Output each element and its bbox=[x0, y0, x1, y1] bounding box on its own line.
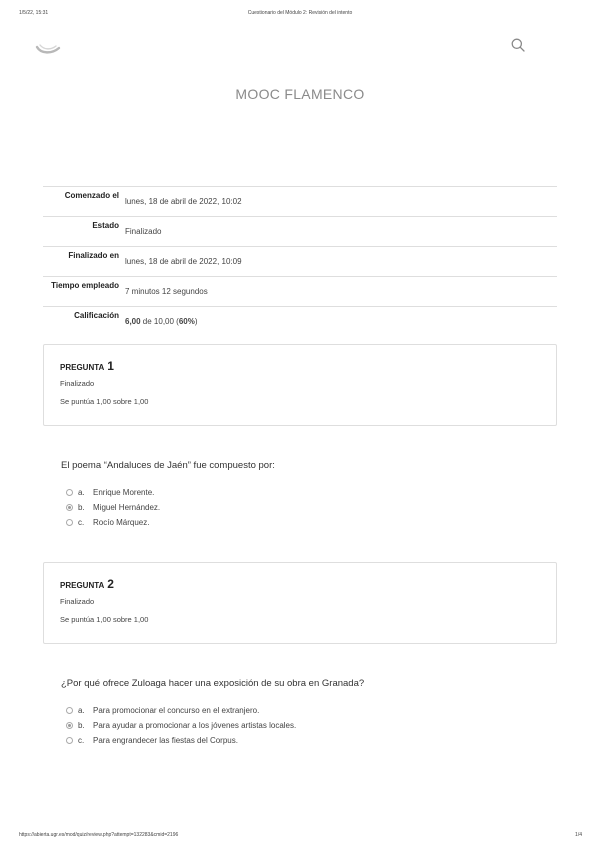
summary-value: lunes, 18 de abril de 2022, 10:02 bbox=[125, 197, 242, 206]
radio-checked[interactable] bbox=[66, 504, 73, 511]
summary-label: Comenzado el bbox=[64, 191, 119, 200]
answer-text: Para promocionar el concurso en el extranjero. bbox=[93, 706, 260, 715]
answer-option bbox=[66, 500, 526, 515]
answer-text: Miguel Hernández. bbox=[93, 503, 161, 512]
answer-letter: b. bbox=[78, 503, 85, 512]
question-number bbox=[60, 359, 114, 373]
summary-row-state bbox=[43, 217, 557, 247]
answer-letter: a. bbox=[78, 488, 85, 497]
answer-letter: c. bbox=[78, 736, 85, 745]
question-1-answers bbox=[66, 485, 526, 530]
grade-of-text: de 10,00 ( bbox=[140, 317, 179, 326]
summary-label: Tiempo empleado bbox=[51, 281, 119, 290]
print-page-number: 1/4 bbox=[575, 832, 582, 838]
question-number-value: 2 bbox=[107, 577, 114, 591]
summary-value bbox=[125, 307, 557, 337]
answer-text: Rocío Márquez. bbox=[93, 518, 150, 527]
answer-text: Para engrandecer las fiestas del Corpus. bbox=[93, 736, 238, 745]
summary-row-grade bbox=[43, 307, 557, 337]
grade-close: ) bbox=[194, 317, 198, 326]
answer-option bbox=[66, 718, 526, 733]
answer-letter: b. bbox=[78, 721, 85, 730]
question-number-value: 1 bbox=[107, 359, 114, 373]
print-datetime: 1/5/22, 15:31 bbox=[19, 10, 49, 16]
summary-label: Calificación bbox=[74, 311, 119, 320]
radio-unchecked[interactable] bbox=[66, 737, 73, 744]
grade-percent: 60% bbox=[178, 317, 195, 326]
question-word: PREGUNTA bbox=[60, 581, 105, 590]
answer-option bbox=[66, 485, 526, 500]
question-1-info bbox=[43, 344, 557, 426]
print-url[interactable]: https://abierta.ugr.es/mod/quiz/review.php?attempt=132283&cmid=2196 bbox=[19, 832, 179, 838]
summary-label: Estado bbox=[92, 221, 119, 230]
summary-row-started bbox=[43, 187, 557, 217]
radio-unchecked[interactable] bbox=[66, 489, 73, 496]
summary-value: Finalizado bbox=[125, 227, 162, 236]
question-grade: Se puntúa 1,00 sobre 1,00 bbox=[60, 397, 149, 406]
question-2-text: ¿Por qué ofrece Zuloaga hacer una exposición de su obra en Granada? bbox=[61, 678, 365, 689]
summary-value: 7 minutos 12 segundos bbox=[125, 287, 208, 296]
summary-value: lunes, 18 de abril de 2022, 10:09 bbox=[125, 257, 242, 266]
answer-option bbox=[66, 515, 526, 530]
grade-score: 6,00 bbox=[125, 317, 141, 326]
question-state: Finalizado bbox=[60, 379, 95, 388]
summary-label: Finalizado en bbox=[68, 251, 119, 260]
answer-option bbox=[66, 703, 526, 718]
attempt-summary-table bbox=[43, 186, 557, 337]
answer-letter: c. bbox=[78, 518, 85, 527]
radio-unchecked[interactable] bbox=[66, 519, 73, 526]
radio-unchecked[interactable] bbox=[66, 707, 73, 714]
question-word: PREGUNTA bbox=[60, 363, 105, 372]
summary-row-time-taken bbox=[43, 277, 557, 307]
print-doc-title: Cuestionario del Módulo 2: Revisión del intento bbox=[247, 10, 353, 16]
search-icon[interactable] bbox=[511, 38, 525, 52]
answer-letter: a. bbox=[78, 706, 85, 715]
answer-option bbox=[66, 733, 526, 748]
summary-row-finished bbox=[43, 247, 557, 277]
radio-checked[interactable] bbox=[66, 722, 73, 729]
answer-text: Para ayudar a promocionar a los jóvenes artistas locales. bbox=[93, 721, 297, 730]
site-logo-icon[interactable] bbox=[34, 38, 62, 56]
site-title[interactable]: MOOC FLAMENCO bbox=[235, 86, 365, 102]
question-number bbox=[60, 577, 114, 591]
question-state: Finalizado bbox=[60, 597, 95, 606]
question-1-text: El poema “Andaluces de Jaén” fue compuesto por: bbox=[61, 460, 275, 471]
question-2-answers bbox=[66, 703, 526, 748]
question-grade: Se puntúa 1,00 sobre 1,00 bbox=[60, 615, 149, 624]
question-2-info bbox=[43, 562, 557, 644]
answer-text: Enrique Morente. bbox=[93, 488, 155, 497]
